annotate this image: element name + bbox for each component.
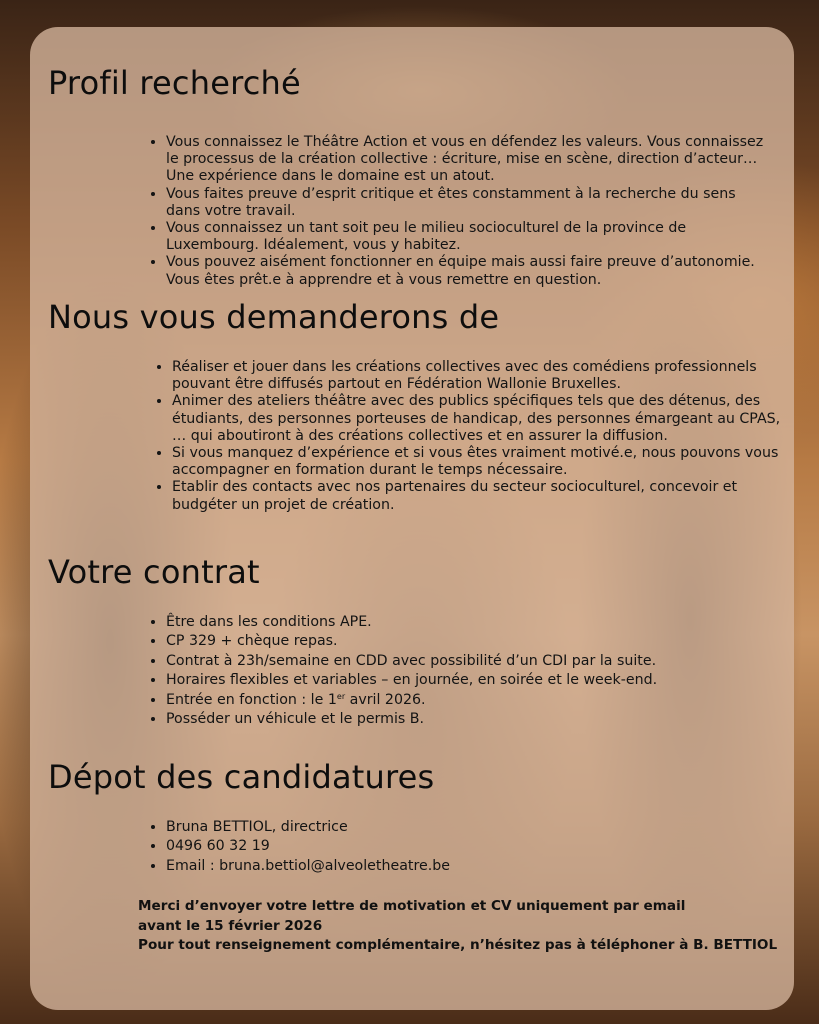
depot-list [148,818,766,876]
list-item: • Vous connaissez le Théâtre Action et vous en défendez les valeurs. Vous connaissez le processus de la création collective : écriture, mise en scène, direction d’acteur… Une expérience dans le domaine est un atout. [166,134,766,186]
list-item: • Horaires flexibles et variables – en journée, en soirée et le week-end. [166,671,766,690]
section-title-contrat: Votre contrat [48,553,260,591]
contact-email: • Email : bruna.bettiol@alveoletheatre.be [166,857,766,876]
section-title-demandes: Nous vous demanderons de [48,298,500,336]
profil-list [148,134,766,289]
list-item: • Posséder un véhicule et le permis B. [166,710,766,729]
section-title-depot: Dépot des candidatures [48,758,435,796]
contrat-list [148,613,766,729]
list-item: • Vous connaissez un tant soit peu le milieu socioculturel de la province de Luxembourg. Idéalement, vous y habitez. [166,220,766,254]
list-item: • CP 329 + chèque repas. [166,632,766,651]
closing-line: Pour tout renseignement complémentaire, n’hésitez pas à téléphoner à B. BETTIOL [138,937,778,953]
list-item: • Réaliser et jouer dans les créations collectives avec des comédiens professionnels pouvant être diffusés partout en Fédération Wallonie Bruxelles. [172,359,794,393]
list-item: • Animer des ateliers théâtre avec des publics spécifiques tels que des détenus, des étudiants, des personnes porteuses de handicap, des personnes émargeant au CPAS, … qui aboutiront à des créations collectives et en assurer la diffusion. [172,393,794,445]
start-date-ordinal: er [336,691,346,701]
closing-line: avant le 15 février 2026 [138,917,323,934]
list-item: • Vous pouvez aisément fonctionner en équipe mais aussi faire preuve d’autonomie. Vous êtes prêt.e à apprendre et à vous remettre en question. [166,254,766,288]
list-item: • Être dans les conditions APE. [166,613,766,632]
start-date-suffix: avril 2026. [345,691,426,708]
list-item: • Contrat à 23h/semaine en CDD avec possibilité d’un CDI par la suite. [166,652,766,671]
closing-line: Merci d’envoyer votre lettre de motivation et CV uniquement par email [138,898,686,914]
contact-phone: • 0496 60 32 19 [166,837,766,856]
contact-name: • Bruna BETTIOL, directrice [166,818,766,837]
demandes-list [154,359,794,514]
list-item: • Si vous manquez d’expérience et si vous êtes vraiment motivé.e, nous pouvons vous accompagner en formation durant le temps nécessaire. [172,445,794,479]
list-item: • Vous faites preuve d’esprit critique et êtes constamment à la recherche du sens dans votre travail. [166,186,766,220]
start-date-prefix: Entrée en fonction : le 1 [166,691,337,708]
closing-note [138,897,777,956]
list-item-start-date [166,691,766,710]
section-title-profil: Profil recherché [48,64,301,102]
list-item: • Etablir des contacts avec nos partenaires du secteur socioculturel, concevoir et budgéter un projet de création. [172,479,794,513]
